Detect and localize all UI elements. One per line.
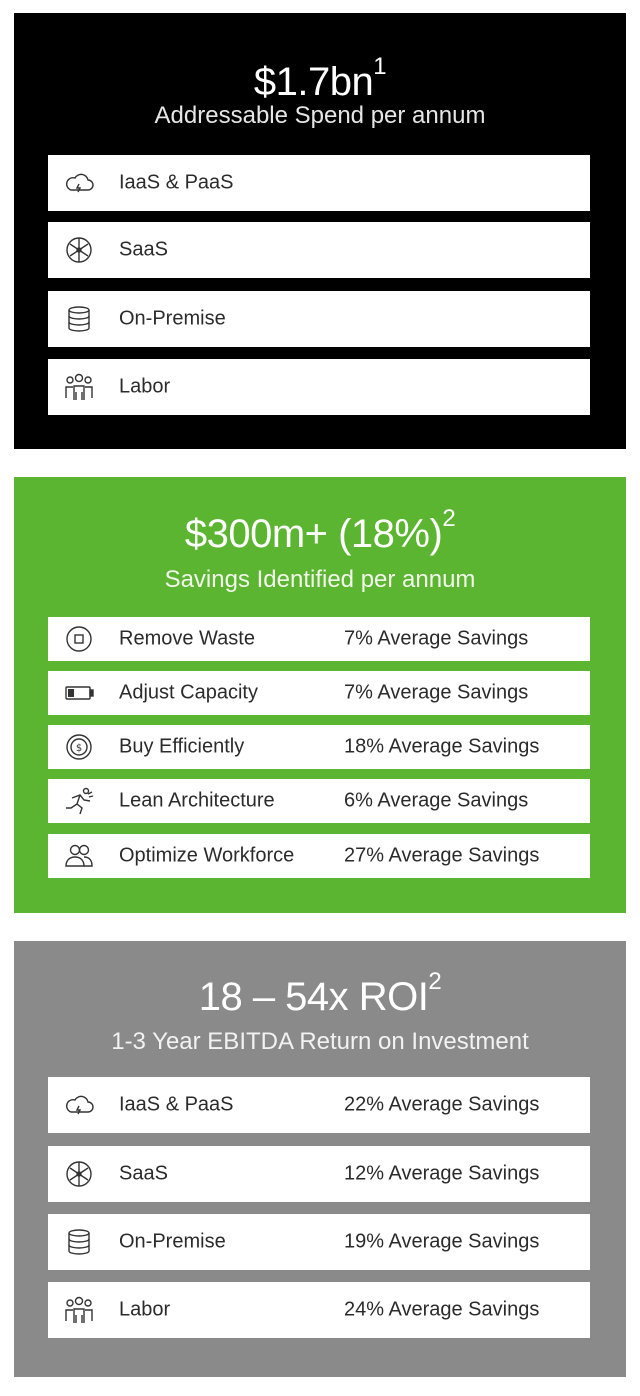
savings-headline-value: $300m+ (18%) xyxy=(184,512,443,556)
savings-headline xyxy=(14,505,626,557)
roi-row-labor xyxy=(48,1282,590,1338)
spend-row-labor xyxy=(48,359,590,415)
roi-row-on-premise xyxy=(48,1214,590,1270)
savings-row-buy-efficiently xyxy=(48,725,590,769)
spend-row-saas xyxy=(48,222,590,278)
roi-row-label: SaaS xyxy=(119,1162,168,1185)
savings-row-label: Remove Waste xyxy=(119,627,255,650)
people-icon xyxy=(62,1293,96,1327)
savings-row-value: 27% Average Savings xyxy=(344,844,540,867)
remove-waste-icon xyxy=(62,622,96,656)
roi-headline-value: 18 – 54x ROI xyxy=(198,975,429,1019)
roi-panel xyxy=(14,941,626,1377)
workforce-icon xyxy=(62,839,96,873)
cloud-icon xyxy=(62,166,96,200)
roi-headline-footnote: 2 xyxy=(428,968,442,995)
cloud-icon xyxy=(62,1088,96,1122)
savings-row-value: 18% Average Savings xyxy=(344,735,540,758)
savings-row-remove-waste xyxy=(48,617,590,661)
savings-headline-footnote: 2 xyxy=(442,505,456,532)
savings-identified-panel xyxy=(14,477,626,913)
roi-headline xyxy=(14,968,626,1020)
savings-row-optimize-workforce xyxy=(48,834,590,878)
savings-subtitle: Savings Identified per annum xyxy=(164,566,476,593)
runner-icon xyxy=(62,784,96,818)
coin-icon xyxy=(62,730,96,764)
spend-row-on-premise xyxy=(48,291,590,347)
spend-row-label: On-Premise xyxy=(119,307,226,330)
svg-text:$: $ xyxy=(75,743,83,754)
spend-row-label: IaaS & PaaS xyxy=(119,171,234,194)
roi-row-value: 19% Average Savings xyxy=(344,1230,540,1253)
spend-headline-value: $1.7bn xyxy=(253,60,374,104)
roi-row-iaas-paas xyxy=(48,1077,590,1133)
savings-row-label: Optimize Workforce xyxy=(119,844,295,867)
savings-row-adjust-capacity xyxy=(48,671,590,715)
savings-row-label: Lean Architecture xyxy=(119,789,275,812)
spend-row-label: SaaS xyxy=(119,238,168,261)
roi-row-saas xyxy=(48,1146,590,1202)
spend-headline-footnote: 1 xyxy=(373,53,387,80)
people-icon xyxy=(62,370,96,404)
roi-row-value: 24% Average Savings xyxy=(344,1298,540,1321)
roi-subtitle: 1-3 Year EBITDA Return on Investment xyxy=(111,1028,529,1055)
roi-row-label: Labor xyxy=(119,1298,171,1321)
globe-icon xyxy=(62,233,96,267)
spend-headline xyxy=(14,53,626,105)
savings-row-value: 7% Average Savings xyxy=(344,681,529,704)
savings-row-lean-architecture xyxy=(48,779,590,823)
roi-row-label: IaaS & PaaS xyxy=(119,1093,234,1116)
database-icon xyxy=(62,302,96,336)
spend-row-iaas-paas xyxy=(48,155,590,211)
database-icon xyxy=(62,1225,96,1259)
roi-row-value: 12% Average Savings xyxy=(344,1162,540,1185)
addressable-spend-panel xyxy=(14,13,626,449)
savings-row-label: Buy Efficiently xyxy=(119,735,245,758)
savings-row-label: Adjust Capacity xyxy=(119,681,258,704)
globe-icon xyxy=(62,1157,96,1191)
savings-row-value: 7% Average Savings xyxy=(344,627,529,650)
battery-icon xyxy=(62,676,96,710)
savings-row-value: 6% Average Savings xyxy=(344,789,529,812)
roi-row-value: 22% Average Savings xyxy=(344,1093,540,1116)
spend-subtitle: Addressable Spend per annum xyxy=(154,102,486,129)
spend-row-label: Labor xyxy=(119,375,171,398)
roi-row-label: On-Premise xyxy=(119,1230,226,1253)
